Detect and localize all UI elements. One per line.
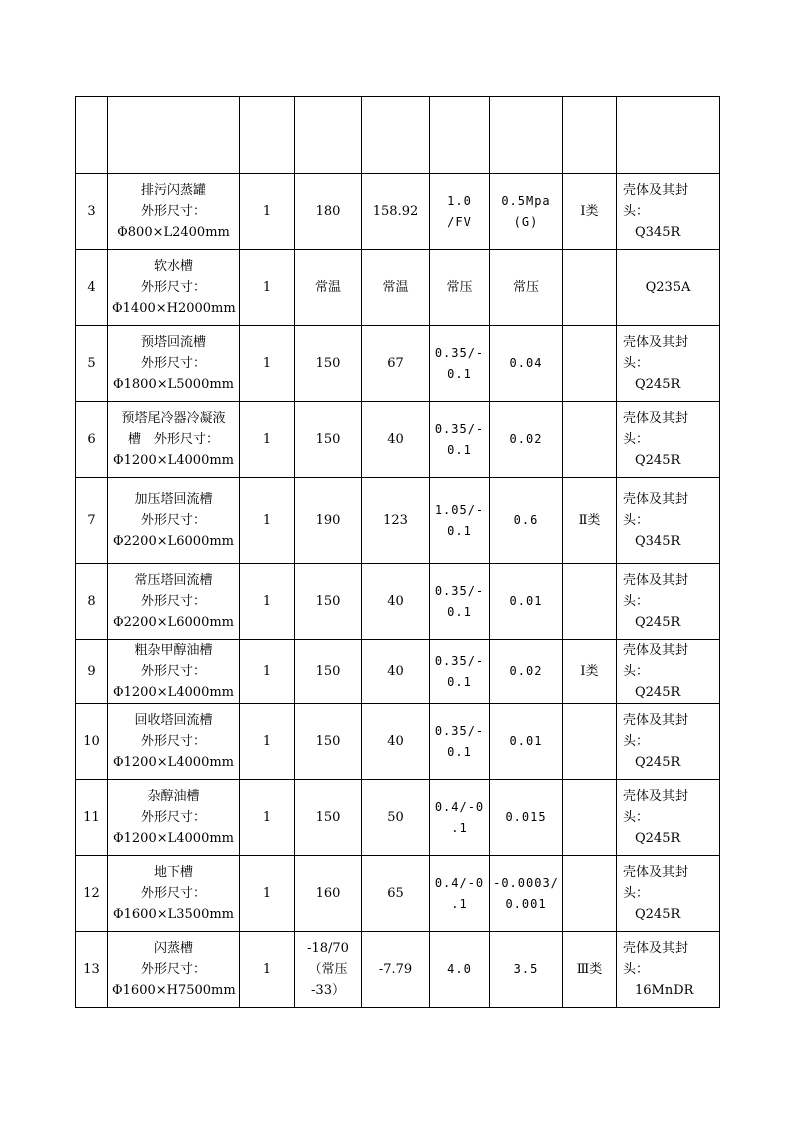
material-line: 头：: [623, 810, 650, 825]
quantity-cell: 1: [240, 478, 295, 564]
material-line: Q235A: [645, 280, 691, 295]
blank-cell: [563, 97, 617, 174]
material-cell: [617, 704, 720, 780]
equipment-name-line: 地下槽: [153, 865, 193, 880]
design-pressure-line: 0.1: [447, 604, 472, 619]
equipment-name-cell: [108, 478, 240, 564]
material-line: 头：: [623, 664, 650, 679]
equipment-name-line: 外形尺寸：: [140, 594, 206, 609]
temperature-line: 150: [315, 432, 341, 447]
material-cell: [617, 640, 720, 704]
temperature-cell: [295, 640, 362, 704]
material-cell: [617, 478, 720, 564]
working-pressure-cell: [490, 564, 563, 640]
equipment-name-cell: [108, 564, 240, 640]
temperature-line: -18/70: [307, 941, 349, 956]
temperature-line: 190: [315, 513, 341, 528]
row-number-cell: 12: [76, 856, 108, 932]
working-pressure-cell: [490, 780, 563, 856]
design-pressure-line: 0.1: [447, 674, 472, 689]
material-cell: [617, 174, 720, 250]
equipment-name-cell: [108, 326, 240, 402]
working-pressure-cell: [490, 174, 563, 250]
medium-temperature-cell: -7.79: [362, 932, 430, 1008]
temperature-cell: [295, 478, 362, 564]
material-line: 16MnDR: [635, 983, 694, 998]
quantity-cell: 1: [240, 780, 295, 856]
design-pressure-cell: [430, 780, 490, 856]
medium-temperature-cell: 40: [362, 564, 430, 640]
equipment-name-line: 外形尺寸：: [140, 810, 206, 825]
equipment-name-line: 外形尺寸：: [140, 886, 206, 901]
equipment-name-line: 加压塔回流槽: [134, 492, 213, 507]
blank-cell: [108, 97, 240, 174]
equipment-name-cell: [108, 856, 240, 932]
blank-cell: [617, 97, 720, 174]
vessel-class-cell: [563, 402, 617, 478]
blank-cell: [240, 97, 295, 174]
row-number-cell: 6: [76, 402, 108, 478]
table-row: [76, 174, 720, 250]
equipment-name-line: Φ2200×L6000mm: [112, 534, 234, 549]
material-cell: [617, 564, 720, 640]
working-pressure-line: 3.5: [513, 962, 539, 976]
temperature-cell: [295, 402, 362, 478]
design-pressure-line: 4.0: [447, 962, 472, 976]
equipment-name-line: 外形尺寸：: [140, 280, 206, 295]
working-pressure-cell: [490, 478, 563, 564]
equipment-name-line: 外形尺寸：: [140, 204, 206, 219]
material-line: Q245R: [635, 377, 681, 392]
row-number-cell: 10: [76, 704, 108, 780]
blank-cell: [76, 97, 108, 174]
design-pressure-line: /FV: [447, 214, 472, 229]
working-pressure-cell: [490, 402, 563, 478]
equipment-name-line: 预塔尾冷器冷凝液: [121, 411, 226, 426]
working-pressure-cell: [490, 932, 563, 1008]
design-pressure-line: 0.35/-: [434, 723, 485, 738]
equipment-name-cell: [108, 780, 240, 856]
material-line: 头：: [623, 356, 650, 371]
equipment-name-cell: [108, 704, 240, 780]
design-pressure-line: 0.4/-0: [434, 799, 485, 814]
temperature-line: 150: [315, 734, 341, 749]
equipment-name-line: 外形尺寸：: [140, 664, 206, 679]
material-cell: [617, 856, 720, 932]
design-pressure-cell: [430, 174, 490, 250]
quantity-cell: 1: [240, 856, 295, 932]
quantity-cell: 1: [240, 932, 295, 1008]
temperature-cell: [295, 856, 362, 932]
medium-temperature-cell: 40: [362, 402, 430, 478]
working-pressure-line: 0.01: [509, 594, 543, 608]
temperature-cell: [295, 780, 362, 856]
equipment-name-line: 杂醇油槽: [147, 789, 200, 804]
equipment-name-line: 软水槽: [153, 259, 193, 274]
blank-cell: [295, 97, 362, 174]
vessel-class-cell: [563, 856, 617, 932]
working-pressure-line: 0.6: [513, 513, 539, 527]
temperature-line: （常压: [308, 962, 348, 977]
medium-temperature-cell: 123: [362, 478, 430, 564]
working-pressure-line: 0.5Mpa: [501, 193, 551, 208]
design-pressure-cell: [430, 402, 490, 478]
equipment-name-line: 回收塔回流槽: [134, 713, 213, 728]
equipment-name-cell: [108, 402, 240, 478]
design-pressure-line: .1: [451, 820, 468, 835]
design-pressure-line: .1: [451, 896, 468, 911]
vessel-class-cell: Ⅱ类: [563, 478, 617, 564]
vessel-class-cell: [563, 564, 617, 640]
design-pressure-line: 0.35/-: [434, 653, 485, 668]
vessel-class-cell: Ⅲ类: [563, 932, 617, 1008]
design-pressure-cell: [430, 564, 490, 640]
working-pressure-line: 0.02: [509, 664, 543, 678]
vessel-class-cell: [563, 704, 617, 780]
material-line: 壳体及其封: [623, 492, 689, 507]
row-number-cell: 11: [76, 780, 108, 856]
quantity-cell: 1: [240, 174, 295, 250]
equipment-name-line: 常压塔回流槽: [134, 573, 213, 588]
table-row: [76, 704, 720, 780]
medium-temperature-cell: 158.92: [362, 174, 430, 250]
row-number-cell: 3: [76, 174, 108, 250]
material-line: 头：: [623, 734, 650, 749]
material-line: 壳体及其封: [623, 411, 689, 426]
medium-temperature-cell: 常温: [362, 250, 430, 326]
table-row: [76, 780, 720, 856]
material-line: 头：: [623, 962, 650, 977]
material-line: 壳体及其封: [623, 335, 689, 350]
temperature-line: 150: [315, 356, 341, 371]
material-line: Q245R: [635, 831, 681, 846]
material-line: 壳体及其封: [623, 713, 689, 728]
equipment-name-line: Φ800×L2400mm: [117, 225, 230, 240]
design-pressure-line: 0.1: [447, 366, 472, 381]
blank-cell: [362, 97, 430, 174]
medium-temperature-cell: 40: [362, 704, 430, 780]
temperature-cell: [295, 174, 362, 250]
material-line: Q245R: [635, 755, 681, 770]
equipment-name-line: 粗杂甲醇油槽: [134, 643, 213, 658]
temperature-line: 160: [315, 886, 341, 901]
design-pressure-line: 常压: [446, 280, 473, 295]
row-number-cell: 5: [76, 326, 108, 402]
equipment-name-line: 外形尺寸：: [140, 356, 206, 371]
design-pressure-line: 0.1: [447, 442, 472, 457]
material-line: Q245R: [635, 907, 681, 922]
row-number-cell: 8: [76, 564, 108, 640]
equipment-name-line: Φ1600×L3500mm: [112, 907, 234, 922]
table-row: [76, 250, 720, 326]
equipment-name-line: Φ1800×L5000mm: [112, 377, 234, 392]
design-pressure-line: 1.0: [447, 193, 472, 208]
table-row: [76, 326, 720, 402]
working-pressure-line: 0.02: [509, 432, 543, 446]
quantity-cell: 1: [240, 326, 295, 402]
equipment-name-line: Φ1200×L4000mm: [112, 755, 234, 770]
temperature-line: 常温: [314, 280, 341, 295]
table-body: [76, 97, 720, 1008]
row-number-cell: 9: [76, 640, 108, 704]
equipment-name-line: Φ1200×L4000mm: [112, 685, 234, 700]
material-cell: [617, 932, 720, 1008]
table-row: [76, 856, 720, 932]
material-line: Q245R: [635, 615, 681, 630]
working-pressure-cell: [490, 704, 563, 780]
equipment-name-line: 外形尺寸：: [140, 734, 206, 749]
row-number-cell: 13: [76, 932, 108, 1008]
equipment-name-line: Φ1200×L4000mm: [112, 453, 234, 468]
temperature-line: 150: [315, 664, 341, 679]
row-number-cell: 4: [76, 250, 108, 326]
design-pressure-cell: [430, 640, 490, 704]
quantity-cell: 1: [240, 564, 295, 640]
equipment-name-line: Φ1600×H7500mm: [112, 983, 236, 998]
vessel-class-cell: [563, 780, 617, 856]
vessel-class-cell: [563, 326, 617, 402]
table-row: [76, 564, 720, 640]
equipment-name-cell: [108, 640, 240, 704]
equipment-name-cell: [108, 174, 240, 250]
temperature-cell: [295, 564, 362, 640]
material-line: 壳体及其封: [623, 573, 689, 588]
medium-temperature-cell: 40: [362, 640, 430, 704]
working-pressure-line: 0.001: [505, 896, 547, 911]
equipment-name-cell: [108, 250, 240, 326]
material-line: 头：: [623, 204, 650, 219]
working-pressure-cell: [490, 250, 563, 326]
material-line: 壳体及其封: [623, 183, 689, 198]
working-pressure-cell: [490, 326, 563, 402]
design-pressure-line: 1.05/-: [434, 502, 485, 517]
temperature-cell: [295, 250, 362, 326]
table-row: [76, 478, 720, 564]
material-line: 头：: [623, 594, 650, 609]
quantity-cell: 1: [240, 402, 295, 478]
working-pressure-line: -0.0003/: [493, 875, 559, 890]
material-line: Q345R: [635, 534, 681, 549]
material-cell: [617, 326, 720, 402]
design-pressure-line: 0.35/-: [434, 583, 485, 598]
table-row: [76, 640, 720, 704]
blank-cell: [430, 97, 490, 174]
quantity-cell: 1: [240, 704, 295, 780]
temperature-cell: [295, 326, 362, 402]
equipment-name-line: 外形尺寸：: [140, 962, 206, 977]
quantity-cell: 1: [240, 250, 295, 326]
temperature-cell: [295, 704, 362, 780]
working-pressure-cell: [490, 640, 563, 704]
equipment-name-line: Φ2200×L6000mm: [112, 615, 234, 630]
equipment-name-line: 闪蒸槽: [153, 941, 193, 956]
equipment-name-line: 外形尺寸：: [140, 513, 206, 528]
design-pressure-line: 0.35/-: [434, 345, 485, 360]
material-line: Q345R: [635, 225, 681, 240]
equipment-name-line: Φ1200×L4000mm: [112, 831, 234, 846]
material-line: 头：: [623, 513, 650, 528]
working-pressure-cell: [490, 856, 563, 932]
material-line: 壳体及其封: [623, 865, 689, 880]
medium-temperature-cell: 67: [362, 326, 430, 402]
temperature-cell: [295, 932, 362, 1008]
working-pressure-line: 0.04: [509, 356, 543, 370]
material-line: 壳体及其封: [623, 789, 689, 804]
quantity-cell: 1: [240, 640, 295, 704]
design-pressure-cell: [430, 326, 490, 402]
blank-row: [76, 97, 720, 174]
working-pressure-line: 常压: [512, 280, 539, 295]
table-row: [76, 932, 720, 1008]
material-line: Q245R: [635, 453, 681, 468]
design-pressure-line: 0.4/-0: [434, 875, 485, 890]
vessel-class-cell: [563, 250, 617, 326]
design-pressure-cell: [430, 856, 490, 932]
vessel-class-cell: Ⅰ类: [563, 640, 617, 704]
equipment-name-cell: [108, 932, 240, 1008]
equipment-name-line: 排污闪蒸罐: [140, 183, 206, 198]
material-cell: [617, 250, 720, 326]
material-cell: [617, 780, 720, 856]
temperature-line: 150: [315, 594, 341, 609]
design-pressure-cell: [430, 704, 490, 780]
material-line: Q245R: [635, 685, 681, 700]
design-pressure-line: 0.1: [447, 523, 472, 538]
design-pressure-cell: [430, 478, 490, 564]
material-cell: [617, 402, 720, 478]
working-pressure-line: (G): [513, 214, 539, 229]
temperature-line: -33）: [311, 983, 345, 998]
blank-cell: [490, 97, 563, 174]
material-line: 壳体及其封: [623, 941, 689, 956]
design-pressure-cell: [430, 250, 490, 326]
working-pressure-line: 0.015: [505, 810, 547, 824]
medium-temperature-cell: 50: [362, 780, 430, 856]
equipment-name-line: Φ1400×H2000mm: [112, 301, 236, 316]
material-line: 壳体及其封: [623, 643, 689, 658]
equipment-table: [75, 96, 720, 1008]
material-line: 头：: [623, 886, 650, 901]
equipment-name-line: 槽 外形尺寸：: [127, 432, 219, 447]
row-number-cell: 7: [76, 478, 108, 564]
vessel-class-cell: Ⅰ类: [563, 174, 617, 250]
design-pressure-line: 0.1: [447, 744, 472, 759]
table-row: [76, 402, 720, 478]
design-pressure-line: 0.35/-: [434, 421, 485, 436]
material-line: 头：: [623, 432, 650, 447]
equipment-name-line: 预塔回流槽: [140, 335, 206, 350]
medium-temperature-cell: 65: [362, 856, 430, 932]
temperature-line: 180: [315, 204, 341, 219]
temperature-line: 150: [315, 810, 341, 825]
working-pressure-line: 0.01: [509, 734, 543, 748]
design-pressure-cell: [430, 932, 490, 1008]
